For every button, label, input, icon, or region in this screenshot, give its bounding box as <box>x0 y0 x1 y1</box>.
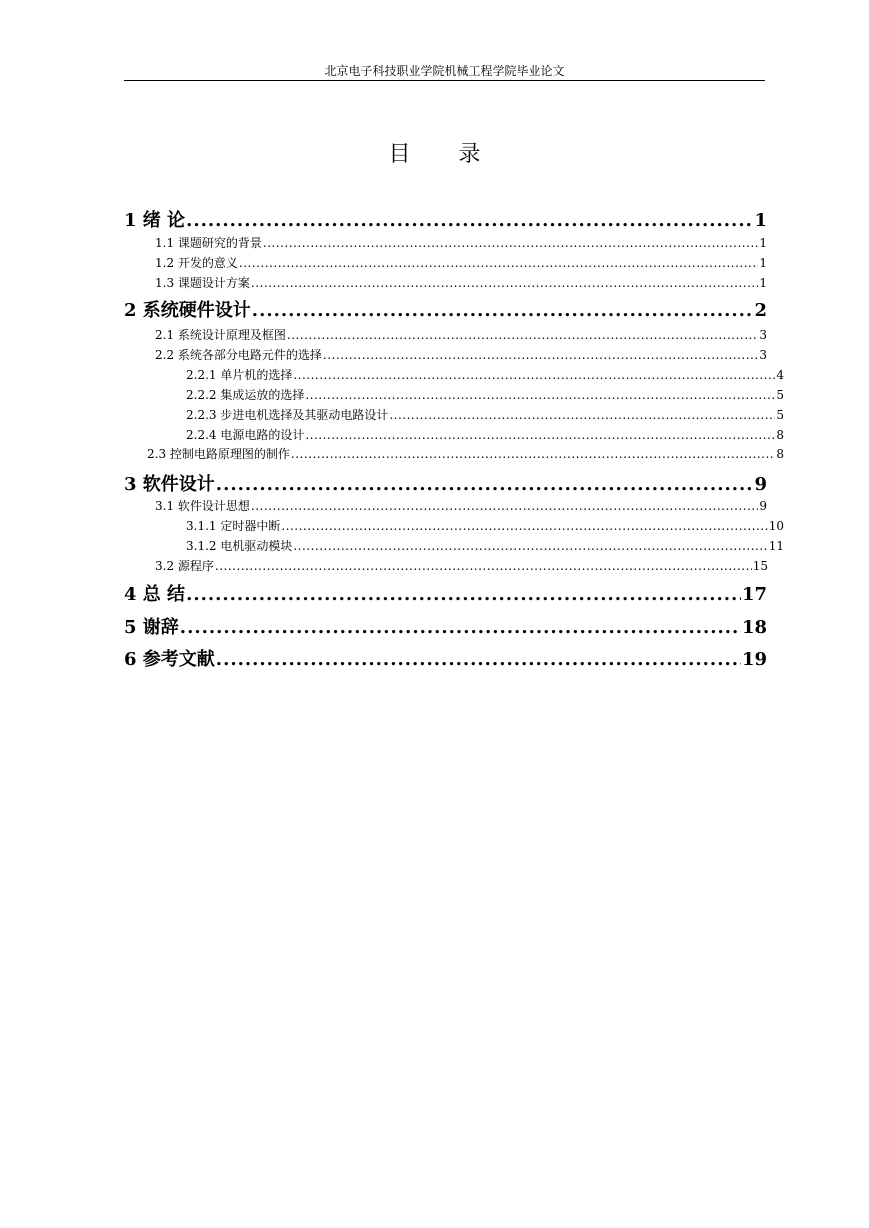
toc-entry-label: 3.2 源程序 <box>155 559 214 573</box>
toc-entry[interactable] <box>155 274 767 292</box>
toc-entry-page: 8 <box>776 428 784 442</box>
toc-entry-page: 10 <box>768 519 784 533</box>
toc-entry-page: 5 <box>776 408 784 422</box>
toc-entry-label: 1.3 课题设计方案 <box>155 276 250 290</box>
toc-entry-page: 3 <box>759 348 767 362</box>
toc-entry-label: 2.3 控制电路原理图的制作 <box>147 447 290 461</box>
toc-entry-label: 5 谢辞 <box>124 617 179 638</box>
toc-entry-page: 5 <box>776 388 784 402</box>
toc-entry-page: 15 <box>752 559 768 573</box>
toc-entry[interactable] <box>186 517 784 535</box>
toc-entry[interactable] <box>124 583 767 607</box>
toc-entry[interactable] <box>186 366 784 384</box>
toc-entry[interactable] <box>186 537 784 555</box>
toc-title-char-1: 目 <box>388 142 411 167</box>
toc-entry[interactable] <box>124 299 767 323</box>
toc-entry[interactable] <box>186 406 784 424</box>
toc-entry[interactable] <box>186 386 784 404</box>
toc-entry-label: 2.2 系统各部分电路元件的选择 <box>155 348 322 362</box>
toc-entry[interactable] <box>124 648 767 672</box>
toc-entry-label: 4 总 结 <box>124 584 186 605</box>
toc-entry-page: 3 <box>759 328 767 342</box>
toc-entry-page: 19 <box>741 649 767 670</box>
toc-entry-page: 1 <box>759 276 767 290</box>
toc-entry-page: 1 <box>759 236 767 250</box>
toc-entry-page: 4 <box>776 368 784 382</box>
toc-entry[interactable] <box>155 254 767 272</box>
page-header: 北京电子科技职业学院机械工程学院毕业论文 <box>324 64 565 78</box>
toc-entry-label: 1 绪 论 <box>124 210 186 231</box>
toc-entry-label: 3 软件设计 <box>124 474 215 495</box>
toc-title-char-2: 录 <box>458 142 481 167</box>
toc-entry-page: 1 <box>759 256 767 270</box>
toc-entry-label: 3.1.1 定时器中断 <box>186 519 281 533</box>
toc-entry-page: 11 <box>768 539 784 553</box>
toc-entry[interactable] <box>155 346 767 364</box>
toc-entry[interactable] <box>124 616 767 640</box>
toc-entry-page: 18 <box>741 617 767 638</box>
toc-entry[interactable] <box>124 209 767 233</box>
toc-entry-page: 17 <box>741 584 767 605</box>
toc-entry-page: 2 <box>754 300 767 321</box>
toc-entry-label: 2 系统硬件设计 <box>124 300 251 321</box>
toc-entry-page: 1 <box>754 210 767 231</box>
toc-entry-label: 2.1 系统设计原理及框图 <box>155 328 286 342</box>
toc-entry[interactable] <box>124 473 767 497</box>
toc-entry-label: 2.2.3 步进电机选择及其驱动电路设计 <box>186 408 389 422</box>
toc-entry-label: 2.2.2 集成运放的选择 <box>186 388 305 402</box>
toc-entry-label: 6 参考文献 <box>124 649 215 670</box>
toc-entry-label: 3.1.2 电机驱动模块 <box>186 539 293 553</box>
toc-entry[interactable] <box>155 557 768 575</box>
toc-entry-page: 9 <box>754 474 767 495</box>
toc-entry-label: 2.2.4 电源电路的设计 <box>186 428 305 442</box>
toc-entry-label: 1.1 课题研究的背景 <box>155 236 262 250</box>
toc-entry-page: 9 <box>759 499 767 513</box>
toc-entry[interactable] <box>155 234 767 252</box>
toc-entry[interactable] <box>155 326 767 344</box>
toc-entry[interactable] <box>155 497 767 515</box>
toc-entry[interactable] <box>186 426 784 444</box>
toc-entry-label: 1.2 开发的意义 <box>155 256 238 270</box>
toc-entry-label: 3.1 软件设计思想 <box>155 499 250 513</box>
toc-entry[interactable] <box>147 445 784 463</box>
toc-entry-label: 2.2.1 单片机的选择 <box>186 368 293 382</box>
toc-entry-page: 8 <box>776 447 784 461</box>
